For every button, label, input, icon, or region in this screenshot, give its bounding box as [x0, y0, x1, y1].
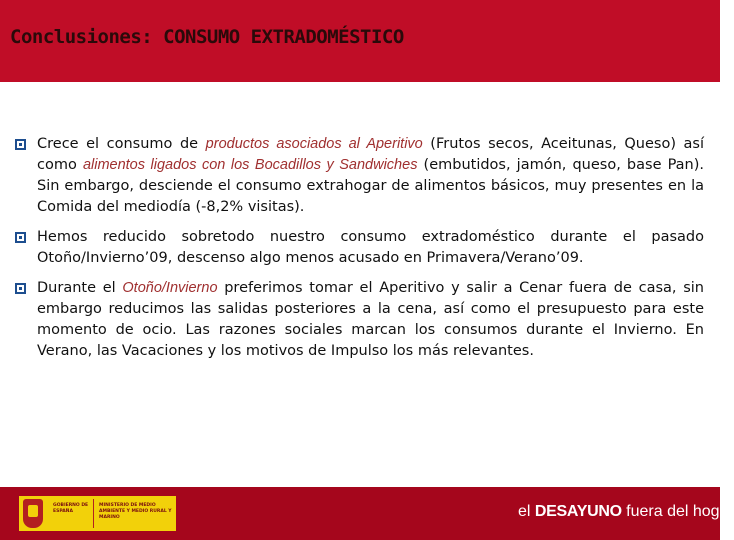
- logo-divider: [93, 499, 94, 528]
- header-band: [0, 0, 720, 82]
- bullet-text: Durante el: [37, 280, 123, 296]
- brand-prefix: el: [518, 503, 535, 520]
- bullet-text: Crece el consumo de: [37, 136, 206, 152]
- logo-text-ministry: MINISTERIO DE MEDIO AMBIENTE Y MEDIO RURAL Y MARINO: [99, 503, 172, 520]
- government-logo: [19, 496, 176, 531]
- highlight-text: Otoño/Invierno: [122, 280, 218, 296]
- square-bullet-icon: [15, 139, 26, 150]
- content-area: [14, 134, 704, 371]
- bullet-item: [14, 227, 704, 269]
- bullet-item: [14, 278, 704, 362]
- square-bullet-icon: [15, 283, 26, 294]
- square-bullet-icon: [15, 232, 26, 243]
- coat-of-arms-icon: [23, 499, 43, 528]
- highlight-text: productos asociados al Aperitivo: [205, 136, 423, 152]
- bullet-item: [14, 134, 704, 218]
- bullet-text: (embutidos, jamón, queso, base Pan). Sin embargo, desciende el consumo extrahogar de alimentos básicos, muy presentes en la Comida del mediodía (-8,2% visitas).: [37, 157, 705, 215]
- bullet-text: (Frutos secos, Aceitunas, Queso) así como: [37, 136, 705, 173]
- logo-text-government: GOBIERNO DE ESPAÑA: [53, 503, 89, 514]
- brand-suffix: fuera del hogar: [621, 503, 734, 520]
- bullet-text: Hemos reducido sobretodo nuestro consumo extradoméstico durante el pasado Otoño/Invierno’09, descenso algo menos acusado en Primavera/Verano’09.: [37, 229, 704, 266]
- highlight-text: alimentos ligados con los Bocadillos y Sandwiches: [82, 157, 418, 173]
- brand-strong: DESAYUNO: [534, 503, 622, 520]
- bullet-text: preferimos tomar el Aperitivo y salir a Cenar fuera de casa, sin embargo reducimos las salidas posteriores a la cena, así como el presupuesto para este momento de ocio. Las razones sociales marcan los consumos durante el Invierno. En Verano, las Vacaciones y los motivos de Impulso los más relevantes.: [37, 280, 704, 359]
- page-title: Conclusiones: CONSUMO EXTRADOMÉSTICO: [10, 26, 404, 48]
- brand-text: [518, 503, 734, 521]
